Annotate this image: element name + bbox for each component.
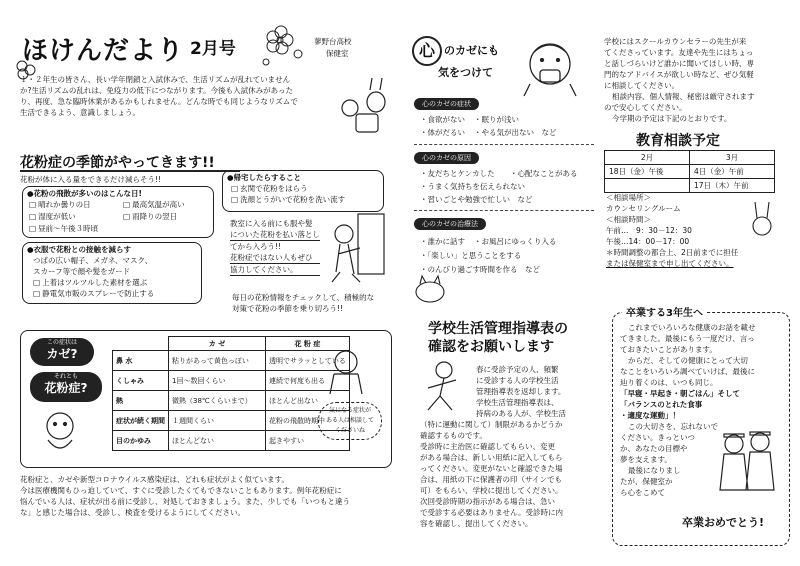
- cat-icon: [412, 276, 452, 306]
- cause-item: ・ 習いごとや勉強で忙しい など: [420, 194, 533, 205]
- graduation-body: これまでいろいろな健康のお話を載せ てきました。最後にもう一度だけ、言っ ておきたいことがあります。 からだ、そしての健康にとって大切 なことをいろいろ調べていけば、最後に 辿り着くのは、いつも同じ。 「早寝・早起き・朝ごはん」そして 「バランスのとれた食事 ・適度な運動」！ この大切さを、忘れないで ください。きっといつ か、あなたの目標や 夢を支えます。 最後になりまし たが、保健室か ら心をこめて: [620, 323, 756, 497]
- graduation-title: 卒業する3年生へ: [622, 304, 707, 319]
- nurse-character-icon: [322, 346, 372, 396]
- intro-text: １・２年生の皆さん、長い学年閉鎖と入試休みで、生活リズムが乱れていません か?生活リズムの乱れは、免疫力の低下につながります。今後も入試休みがあった り、再度、急な臨時休業があるかもしれません。どんな時でも同じようなリズムで 生活できるよう、意識しましょう。: [20, 75, 298, 117]
- table-row: 17日（木）午前: [605, 179, 775, 193]
- pollen-clothing-box: ●衣服で花粉との接触を減らす つばの広い帽子、メガネ、マスク、 スカーフ等で顔や髪をガード □ 上着はツルツルした素材を選ぶ □ 静電気市販のスプレーで防止する: [22, 242, 202, 304]
- congrats-text: 卒業おめでとう!: [682, 516, 765, 529]
- graduates-icon: [716, 430, 780, 510]
- cause-item: ・ うまく気持ちを伝えられない: [420, 181, 525, 192]
- cure-item: ・ お風呂にゆっくり入る: [474, 236, 556, 247]
- page-title: ほけんだより: [22, 36, 185, 66]
- symptom-item: ・ 眠りが浅い: [474, 114, 519, 125]
- exam-title-2: 確認をお願いします: [428, 339, 554, 355]
- badge-cold-question: この症状は カゼ?: [30, 338, 94, 366]
- col-header-pollen: 花 粉 症: [266, 337, 350, 351]
- table-row: 目のかゆみ ほとんどない 起きやすい: [113, 431, 350, 451]
- kaze-symptoms-label: 心のカゼの症状: [414, 98, 479, 110]
- schedule-title: 教育相談予定: [636, 133, 720, 149]
- counselor-text: 学校にはスクールカウンセラーの先生が来 てくださっています。友達や先生にはちょっ と話しづらいけど誰かに聞いてほしい時、専 門的なアドバイスが欲しい時など、ぜひ気軽 に相談してください。 相談内容、個人情報、秘密は厳守されます ので安心してください。 今学期の予定は下記のとおりです。: [604, 37, 755, 123]
- kaze-title-sub: 気をつけて: [438, 66, 493, 79]
- cure-item: ・ のんびり過ごす時間を作る など: [420, 264, 540, 275]
- divider: [414, 144, 594, 145]
- running-student-icon: [416, 358, 472, 418]
- schedule-table: [604, 150, 775, 193]
- school-name: 蓼野台高校: [314, 37, 352, 46]
- cause-item: ・ 友だちとケンカした: [420, 168, 495, 179]
- table-row: くしゃみ 1回～数回くらい 連続で何度も出る: [113, 371, 350, 391]
- table-row: 18日（金）午後 4日（金）午前: [605, 165, 775, 179]
- table-row: 熱 微熱（38℃くらいまで） ほとんど出ない: [113, 391, 350, 411]
- pollen-title-underline: [20, 170, 240, 172]
- kaze-cure-label: 心のカゼの治療法: [414, 218, 486, 230]
- pollen-lead: 花粉が体に入る量をできるだけ減らそう!!: [20, 175, 162, 184]
- cure-item: ・ 誰かに話す: [420, 236, 465, 247]
- rabbit-icon: [746, 200, 782, 240]
- col-header-cold: カ ゼ: [169, 337, 266, 351]
- pollen-closing: 毎日の花粉情報をチェックして、積極的な 対策で花粉の季節を乗り切ろう!!: [232, 293, 375, 313]
- schedule-month: 2月: [605, 151, 690, 165]
- kids-reading-icon: [336, 84, 396, 144]
- kaze-title-heart: 心: [412, 36, 442, 66]
- symptom-item: ・ 体がだるい: [420, 127, 465, 138]
- schedule-month: 3月: [690, 151, 775, 165]
- exam-body-top: 春に受診予定の人、頻繁 に受診する人の学校生活 管理指導表を返却します。 学校生活管理指導表は、 持病のある人が、学校生活: [476, 365, 566, 418]
- exam-title-1: 学校生活管理指導表の: [428, 321, 568, 337]
- symptom-item: ・ 食欲がない: [420, 114, 465, 125]
- plum-flower-icon: [258, 22, 308, 72]
- table-row: 鼻 水 粘りがあって黄色っぽい 透明でサラッとしている: [113, 351, 350, 371]
- symptom-item: ・ やる気が出ない など: [474, 127, 557, 138]
- sneezing-child-icon: [38, 408, 82, 458]
- cure-item: ・ 「楽しい」と思うことをする: [420, 250, 521, 261]
- schedule-details: ＜相談場所＞ カウンセリングルーム ＜相談時間＞ 午前… 9：30－12：30 午後…14：00－17：00 ＊時間調整の都合上、2日前までに担任 または保健室まで申し出てください。: [606, 193, 739, 268]
- office-name: 保健室: [326, 49, 349, 58]
- divider: [414, 210, 594, 211]
- kaze-causes-label: 心のカゼの原因: [414, 152, 479, 164]
- exam-body: （特に運動に関して）制限があるかどうか 確認するものです。 受診時に主治医に確認してもらい、変更 がある場合は、新しい用紙に記入してもら ってください。変更がないと確認できた場 合は、用紙の下に保護者の印（サインでも 可）をもらい、学校に提出してください。 次回受診時期の指示がある場合は、急い で受診する必要はありません。受診時に内 容を確認し、提出してください。: [420, 420, 563, 528]
- table-row: 症状が続く期間 １週間くらい 花粉の飛散時期中: [113, 411, 350, 431]
- pollen-days-box: ●花粉の飛散が多いのはこんな日! □ 晴れか曇りの日 □ 最高気温が高い □ 湿度が低い □ 雨降りの翌日 □ 昼前～午後３時頃: [22, 186, 214, 238]
- sick-child-icon: [522, 38, 582, 98]
- person-brushing-icon: [330, 212, 390, 292]
- speech-bubble: 気になる症状が ある人は相談して くださいね: [318, 402, 382, 440]
- issue-label: 2月号: [190, 39, 236, 59]
- pollen-title: 花粉症の季節がやってきます!!: [20, 155, 215, 171]
- bottom-left-text: 花粉症と、カゼや新型コロナウイルス感染症は、どれも症状がよく似ています。 今は医療機関もひっ迫していて、すぐに受診したくてもできないこともあります。例年花粉症に 悩んでいる人は、症状が出る前に受診し、対処しておきましょう。また、少しでも「いつもと違う な」と感じた場合は、受診し、検査を受けるようにしてください。: [20, 475, 350, 517]
- badge-pollen-question: それとも 花粉症?: [30, 372, 102, 402]
- cold-vs-pollen-table: [112, 336, 350, 451]
- teacher-note: 教室に入る前にも服や髪 についた花粉を払い落とし てから入ろう!! 花粉症ではない人もぜひ 協力してください。: [230, 219, 320, 274]
- pollen-home-box: ●帰宅したらすること □ 玄関で花粉をはらう □ 洗顔とうがいで花粉を洗い流す: [222, 170, 384, 212]
- cause-item: ・ 心配なことがある: [510, 168, 578, 179]
- kaze-title-main: のカゼにも: [444, 44, 499, 57]
